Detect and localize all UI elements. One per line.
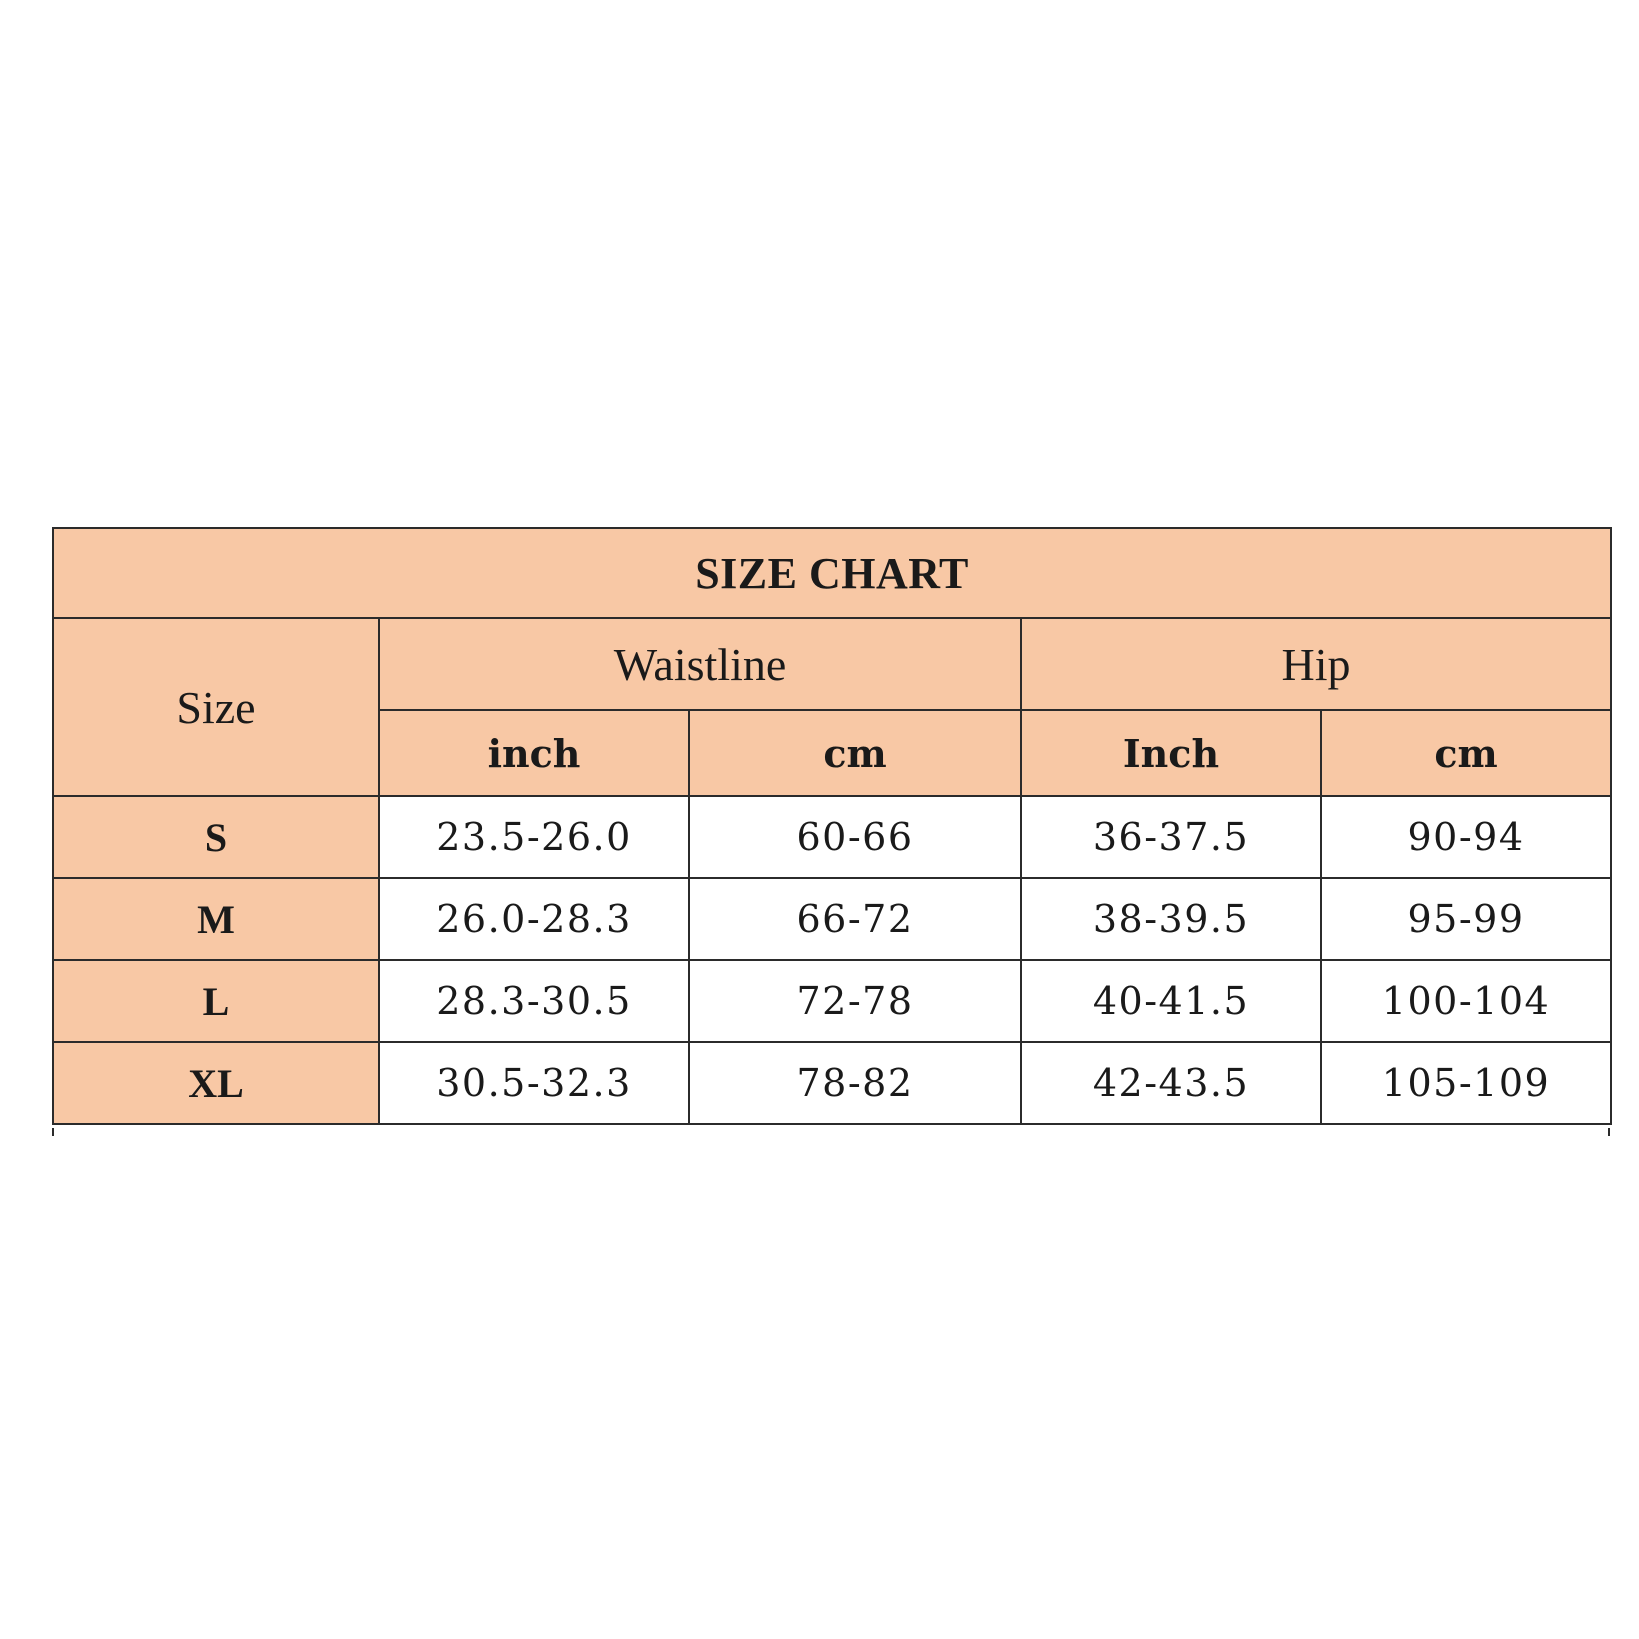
waist-cm-value: 78-82 xyxy=(689,1042,1021,1124)
waist-cm-value: 60-66 xyxy=(689,796,1021,878)
size-chart-table xyxy=(52,527,1612,1125)
table-bottom-edge xyxy=(52,1128,1610,1136)
size-label: S xyxy=(53,796,379,878)
hip-cm-header: cm xyxy=(1321,710,1611,796)
waistline-group-header: Waistline xyxy=(379,618,1021,710)
table-row xyxy=(53,796,1611,878)
size-column-header: Size xyxy=(53,618,379,796)
waist-inch-value: 26.0-28.3 xyxy=(379,878,689,960)
size-label: L xyxy=(53,960,379,1042)
table-row xyxy=(53,878,1611,960)
hip-cm-value: 105-109 xyxy=(1321,1042,1611,1124)
hip-cm-value: 90-94 xyxy=(1321,796,1611,878)
group-header-row xyxy=(53,618,1611,710)
hip-inch-value: 38-39.5 xyxy=(1021,878,1321,960)
size-label: XL xyxy=(53,1042,379,1124)
waist-inch-value: 28.3-30.5 xyxy=(379,960,689,1042)
title-row xyxy=(53,528,1611,618)
hip-inch-value: 42-43.5 xyxy=(1021,1042,1321,1124)
waist-inch-value: 30.5-32.3 xyxy=(379,1042,689,1124)
hip-group-header: Hip xyxy=(1021,618,1611,710)
waist-cm-header: cm xyxy=(689,710,1021,796)
hip-cm-value: 100-104 xyxy=(1321,960,1611,1042)
hip-inch-value: 40-41.5 xyxy=(1021,960,1321,1042)
waist-inch-header: inch xyxy=(379,710,689,796)
waist-cm-value: 72-78 xyxy=(689,960,1021,1042)
table-row xyxy=(53,960,1611,1042)
hip-inch-header: Inch xyxy=(1021,710,1321,796)
size-label: M xyxy=(53,878,379,960)
waist-inch-value: 23.5-26.0 xyxy=(379,796,689,878)
table-row xyxy=(53,1042,1611,1124)
waist-cm-value: 66-72 xyxy=(689,878,1021,960)
hip-cm-value: 95-99 xyxy=(1321,878,1611,960)
table-title: SIZE CHART xyxy=(53,528,1611,618)
hip-inch-value: 36-37.5 xyxy=(1021,796,1321,878)
